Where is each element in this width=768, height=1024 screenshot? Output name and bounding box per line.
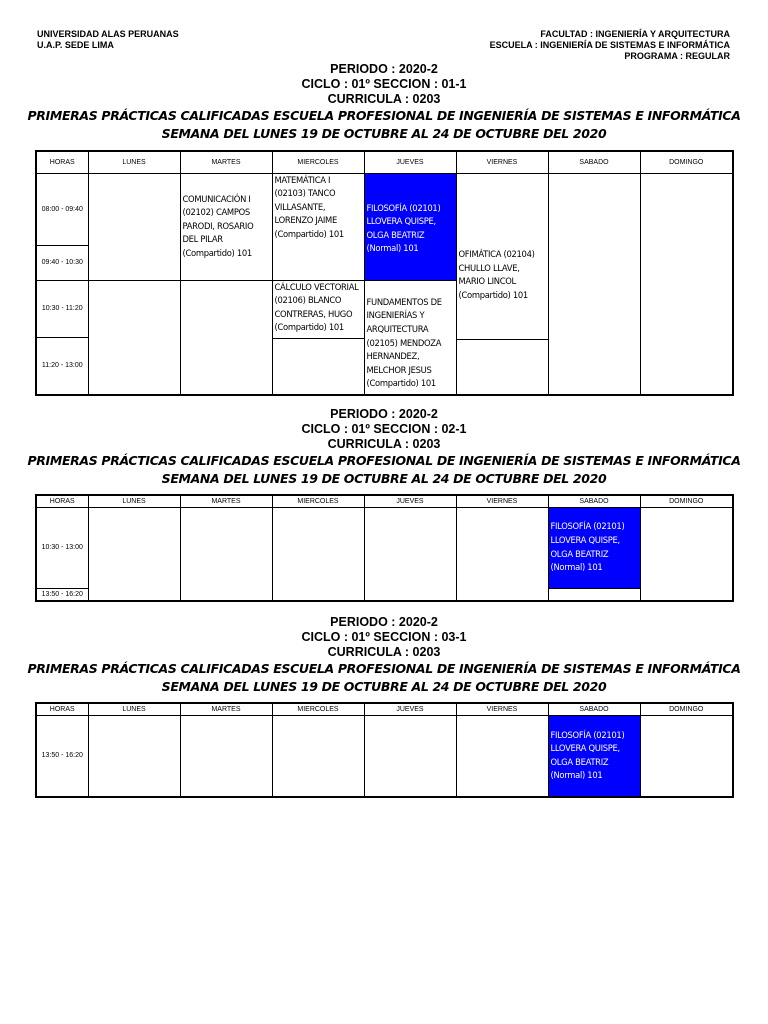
empty-cell	[548, 173, 640, 395]
hour-cell: 10:30 - 13:00	[36, 507, 88, 588]
table-row	[36, 173, 733, 209]
col-sabado: SABADO	[548, 151, 640, 173]
col-miercoles: MIERCOLES	[272, 495, 364, 507]
empty-cell	[272, 507, 364, 601]
faculty-header	[490, 29, 730, 62]
section-3-heading	[0, 615, 768, 696]
empty-cell	[548, 588, 640, 601]
ciclo-seccion: CICLO : 01º SECCION : 02-1	[301, 422, 467, 436]
schedule-table-section-1	[35, 150, 734, 396]
col-miercoles: MIERCOLES	[272, 703, 364, 715]
col-jueves: JUEVES	[364, 151, 456, 173]
university-name: UNIVERSIDAD ALAS PERUANAS	[37, 29, 179, 39]
hour-cell: 13:50 - 16:20	[36, 588, 88, 601]
col-horas: HORAS	[36, 151, 88, 173]
class-block-filosofia[interactable]: FILOSOFÍA (02101) LLOVERA QUISPE, OLGA BEATRIZ (Normal) 101	[364, 173, 456, 280]
campus-name: U.A.P. SEDE LIMA	[37, 40, 114, 50]
col-sabado: SABADO	[548, 495, 640, 507]
col-horas: HORAS	[36, 495, 88, 507]
class-block-matematica[interactable]: MATEMÁTICA I (02103) TANCO VILLASANTE, LORENZO JAIME (Compartido) 101	[272, 173, 364, 280]
hour-cell: 08:00 - 09:40	[36, 173, 88, 245]
col-martes: MARTES	[180, 151, 272, 173]
table-header-row	[36, 703, 733, 715]
empty-cell	[272, 338, 364, 395]
col-jueves: JUEVES	[364, 703, 456, 715]
class-block-filosofia[interactable]: FILOSOFÍA (02101) LLOVERA QUISPE, OLGA BEATRIZ (Normal) 101	[548, 507, 640, 588]
col-lunes: LUNES	[88, 151, 180, 173]
hour-cell: 13:50 - 16:20	[36, 715, 88, 797]
curricula: CURRICULA : 0203	[327, 645, 441, 659]
col-viernes: VIERNES	[456, 703, 548, 715]
col-domingo: DOMINGO	[640, 495, 733, 507]
col-domingo: DOMINGO	[640, 703, 733, 715]
col-lunes: LUNES	[88, 495, 180, 507]
empty-cell	[180, 280, 272, 395]
table-header-row	[36, 151, 733, 173]
university-header	[37, 29, 179, 51]
empty-cell	[180, 507, 272, 601]
hour-cell: 09:40 - 10:30	[36, 245, 88, 280]
curricula: CURRICULA : 0203	[327, 92, 441, 106]
col-horas: HORAS	[36, 703, 88, 715]
exam-title: PRIMERAS PRÁCTICAS CALIFICADAS ESCUELA PROFESIONAL DE INGENIERÍA DE SISTEMAS E INFORMÁTICA	[27, 108, 741, 123]
faculty-name: FACULTAD : INGENIERÍA Y ARQUITECTURA	[540, 29, 730, 39]
periodo: PERIODO : 2020-2	[330, 615, 438, 629]
class-block-calculo[interactable]: CÁLCULO VECTORIAL (02106) BLANCO CONTRERAS, HUGO (Compartido) 101	[272, 280, 364, 338]
exam-title: PRIMERAS PRÁCTICAS CALIFICADAS ESCUELA PROFESIONAL DE INGENIERÍA DE SISTEMAS E INFORMÁTICA	[27, 661, 741, 676]
col-martes: MARTES	[180, 703, 272, 715]
empty-cell	[364, 715, 456, 797]
hour-cell: 11:20 - 13:00	[36, 337, 88, 395]
empty-cell	[456, 715, 548, 797]
empty-cell	[88, 280, 180, 395]
class-block-comunicacion[interactable]: COMUNICACIÓN I (02102) CAMPOS PARODI, ROSARIO DEL PILAR (Compartido) 101	[180, 173, 272, 280]
exam-week: SEMANA DEL LUNES 19 DE OCTUBRE AL 24 DE OCTUBRE DEL 2020	[161, 679, 607, 694]
ciclo-seccion: CICLO : 01º SECCION : 03-1	[301, 630, 467, 644]
schedule-table-section-3	[35, 702, 734, 798]
table-header-row	[36, 495, 733, 507]
col-viernes: VIERNES	[456, 151, 548, 173]
empty-cell	[640, 173, 733, 395]
col-martes: MARTES	[180, 495, 272, 507]
periodo: PERIODO : 2020-2	[330, 407, 438, 421]
exam-title: PRIMERAS PRÁCTICAS CALIFICADAS ESCUELA PROFESIONAL DE INGENIERÍA DE SISTEMAS E INFORMÁTICA	[27, 453, 741, 468]
table-row	[36, 715, 733, 797]
empty-cell	[88, 715, 180, 797]
col-viernes: VIERNES	[456, 495, 548, 507]
class-block-filosofia[interactable]: FILOSOFÍA (02101) LLOVERA QUISPE, OLGA BEATRIZ (Normal) 101	[548, 715, 640, 797]
table-row	[36, 507, 733, 588]
schedule-table-section-2	[35, 494, 734, 602]
ciclo-seccion: CICLO : 01º SECCION : 01-1	[301, 77, 467, 91]
empty-cell	[456, 507, 548, 601]
curricula: CURRICULA : 0203	[327, 437, 441, 451]
empty-cell	[456, 173, 548, 245]
col-sabado: SABADO	[548, 703, 640, 715]
empty-cell	[640, 715, 733, 797]
empty-cell	[88, 507, 180, 601]
periodo: PERIODO : 2020-2	[330, 62, 438, 76]
class-block-fundamentos[interactable]: FUNDAMENTOS DE INGENIERÍAS Y ARQUITECTURA (02105) MENDOZA HERNANDEZ, MELCHOR JESUS (Compartido) 101	[364, 280, 456, 395]
empty-cell	[180, 715, 272, 797]
exam-week: SEMANA DEL LUNES 19 DE OCTUBRE AL 24 DE OCTUBRE DEL 2020	[161, 471, 607, 486]
exam-week: SEMANA DEL LUNES 19 DE OCTUBRE AL 24 DE OCTUBRE DEL 2020	[161, 126, 607, 141]
col-jueves: JUEVES	[364, 495, 456, 507]
empty-cell	[364, 507, 456, 601]
empty-cell	[88, 173, 180, 280]
empty-cell	[640, 507, 733, 601]
hour-cell: 10:30 - 11:20	[36, 280, 88, 337]
col-domingo: DOMINGO	[640, 151, 733, 173]
col-miercoles: MIERCOLES	[272, 151, 364, 173]
col-lunes: LUNES	[88, 703, 180, 715]
empty-cell	[272, 715, 364, 797]
section-1-heading	[0, 62, 768, 143]
school-name: ESCUELA : INGENIERÍA DE SISTEMAS E INFORMÁTICA	[489, 40, 730, 50]
program-name: PROGRAMA : REGULAR	[624, 51, 730, 61]
section-2-heading	[0, 407, 768, 488]
class-block-ofimatica[interactable]: OFIMÁTICA (02104) CHULLO LLAVE, MARIO LINCOL (Compartido) 101	[456, 245, 548, 339]
